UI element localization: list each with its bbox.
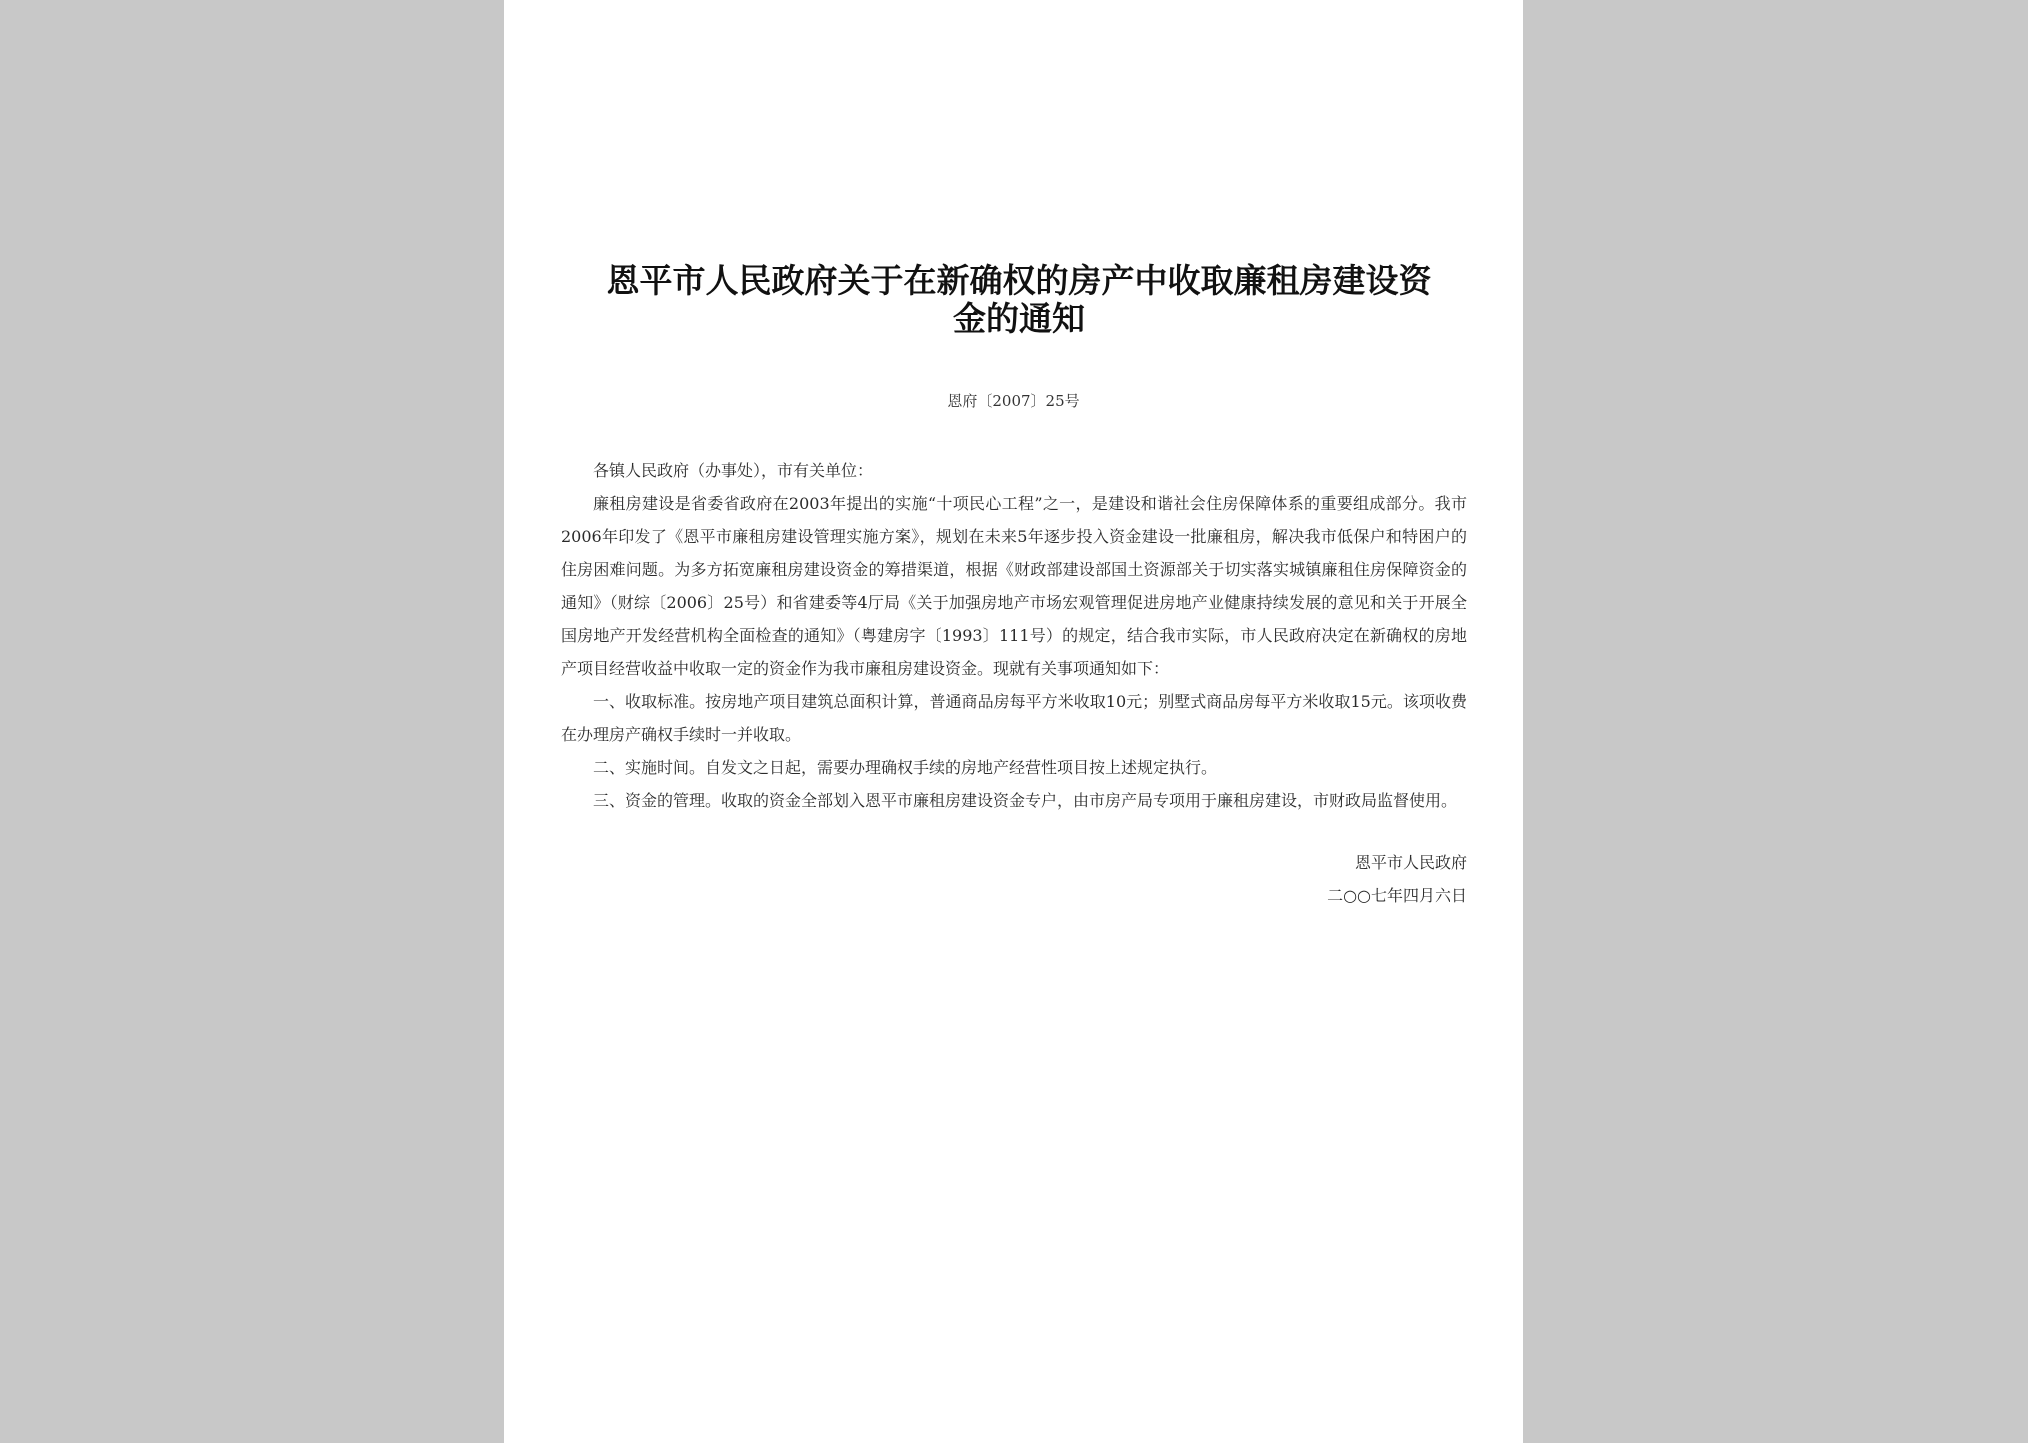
signature-block [1327,846,1467,912]
paragraph-intro: 廉租房建设是省委省政府在2003年提出的实施“十项民心工程”之一，是建设和谐社会住房保障体系的重要组成部分。我市2006年印发了《恩平市廉租房建设管理实施方案》，规划在未来5年逐步投入资金建设一批廉租房，解决我市低保户和特困户的住房困难问题。为多方拓宽廉租房建设资金的筹措渠道，根据《财政部建设部国土资源部关于切实落实城镇廉租住房保障资金的通知》（财综〔2006〕25号）和省建委等4厅局《关于加强房地产市场宏观管理促进房地产业健康持续发展的意见和关于开展全国房地产开发经营机构全面检查的通知》（粤建房字〔1993〕111号）的规定，结合我市实际，市人民政府决定在新确权的房地产项目经营收益中收取一定的资金作为我市廉租房建设资金。现就有关事项通知如下： [561,494,1467,678]
document-body [561,454,1467,817]
document-title: 恩平市人民政府关于在新确权的房产中收取廉租房建设资金的通知 [606,261,1432,338]
signature-date: 二○○七年四月六日 [1327,886,1467,905]
paragraph-fund-management: 三、资金的管理。收取的资金全部划入恩平市廉租房建设资金专户，由市房产局专项用于廉租房建设，市财政局监督使用。 [593,791,1458,810]
paragraph-effective-date: 二、实施时间。自发文之日起，需要办理确权手续的房地产经营性项目按上述规定执行。 [593,758,1218,777]
document-page [504,0,1523,1443]
paragraph-standard: 一、收取标准。按房地产项目建筑总面积计算，普通商品房每平方米收取10元；别墅式商品房每平方米收取15元。该项收费在办理房产确权手续时一并收取。 [561,692,1467,744]
salutation: 各镇人民政府（办事处），市有关单位： [593,461,874,480]
document-number: 恩府〔2007〕25号 [947,392,1080,410]
signature-organization: 恩平市人民政府 [1354,853,1467,872]
